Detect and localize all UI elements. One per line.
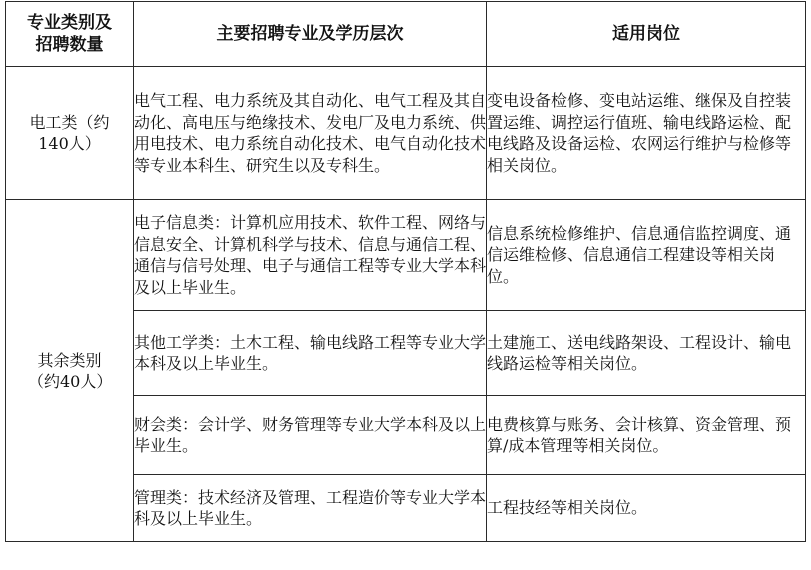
table-row: [6, 67, 806, 200]
major-cell: 其他工学类：土木工程、输电线路工程等专业大学本科及以上毕业生。: [134, 311, 487, 396]
position-cell: 土建施工、送电线路架设、工程设计、输电线路运检等相关岗位。: [487, 311, 806, 396]
position-cell: 变电设备检修、变电站运维、继保及自控装置运维、调控运行值班、输电线路运检、配电线路及设备运检、农网运行维护与检修等相关岗位。: [487, 67, 806, 200]
major-cell: 财会类：会计学、财务管理等专业大学本科及以上毕业生。: [134, 396, 487, 475]
header-major: 主要招聘专业及学历层次: [134, 2, 487, 67]
position-cell: 信息系统检修维护、信息通信监控调度、通信运维检修、信息通信工程建设等相关岗位。: [487, 200, 806, 311]
major-cell: 电气工程、电力系统及其自动化、电气工程及其自动化、高电压与绝缘技术、发电厂及电力系统、供用电技术、电力系统自动化技术、电气自动化技术等专业本科生、研究生以及专科生。: [134, 67, 487, 200]
major-cell: 管理类：技术经济及管理、工程造价等专业大学本科及以上毕业生。: [134, 475, 487, 542]
category-cell: 电工类（约140人）: [6, 67, 134, 200]
recruitment-table: [5, 1, 806, 542]
table-row: [6, 200, 806, 311]
position-cell: 工程技经等相关岗位。: [487, 475, 806, 542]
major-cell: 电子信息类：计算机应用技术、软件工程、网络与信息安全、计算机科学与技术、信息与通信工程、通信与信号处理、电子与通信工程等专业大学本科及以上毕业生。: [134, 200, 487, 311]
category-cell: 其余类别（约40人）: [6, 200, 134, 542]
header-category: 专业类别及招聘数量: [6, 2, 134, 67]
position-cell: 电费核算与账务、会计核算、资金管理、预算/成本管理等相关岗位。: [487, 396, 806, 475]
header-row: [6, 2, 806, 67]
header-position: 适用岗位: [487, 2, 806, 67]
